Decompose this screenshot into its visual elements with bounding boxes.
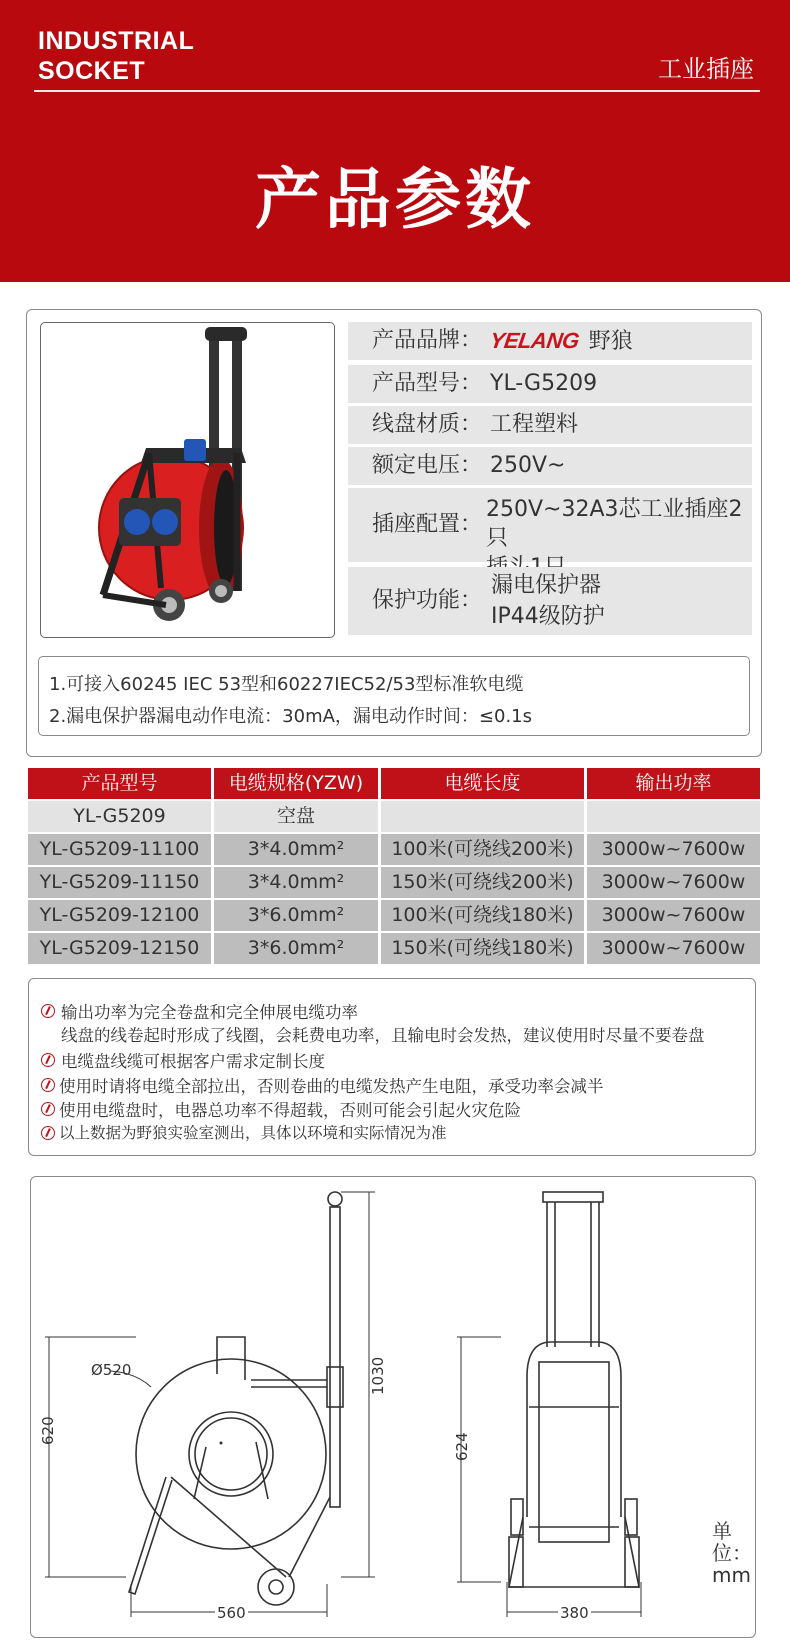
warning-icon xyxy=(41,1004,55,1018)
spec-row-material xyxy=(348,406,752,444)
spec-label-brand: 产品品牌： xyxy=(372,328,483,353)
table-row xyxy=(28,933,760,964)
table-header-cell: 输出功率 xyxy=(587,768,760,799)
table-cell: YL-G5209 xyxy=(28,801,211,832)
spec-row-model xyxy=(348,365,752,403)
warning-icon xyxy=(41,1053,55,1067)
warnings-box xyxy=(28,978,756,1156)
table-row xyxy=(28,867,760,898)
table-cell: 3000w~7600w xyxy=(587,933,760,964)
spec-row-brand xyxy=(348,322,752,360)
spec-value-material: 工程塑料 xyxy=(490,412,579,437)
table-cell xyxy=(587,801,760,832)
spec-label-voltage: 额定电压： xyxy=(372,453,483,478)
table-cell: 3000w~7600w xyxy=(587,834,760,865)
table-header-cell: 电缆长度 xyxy=(381,768,584,799)
warning-line: 以上数据为野狼实验室测出，具体以环境和实际情况为准 xyxy=(59,1124,447,1142)
brand-category-chinese: 工业插座 xyxy=(658,55,754,83)
dim-width-front: 380 xyxy=(560,1604,589,1622)
table-cell: 3*6.0mm² xyxy=(214,900,378,931)
spec-label-socket-config: 插座配置： xyxy=(372,512,483,537)
table-cell: 150米(可绕线180米) xyxy=(381,933,584,964)
table-header-row xyxy=(28,768,760,799)
page-title: 产品参数 xyxy=(255,161,535,238)
table-cell: 3000w~7600w xyxy=(587,867,760,898)
spec-row-protection xyxy=(348,567,752,635)
table-cell xyxy=(381,801,584,832)
warning-line: 输出功率为完全卷盘和完全伸展电缆功率 xyxy=(61,1003,358,1022)
table-header-cell: 产品型号 xyxy=(28,768,211,799)
table-cell: YL-G5209-11150 xyxy=(28,867,211,898)
dim-diameter: Ø520 xyxy=(91,1361,132,1379)
spec-label-model: 产品型号： xyxy=(372,371,483,396)
table-cell: 100米(可绕线200米) xyxy=(381,834,584,865)
spec-value-protection: 漏电保护器 IP44级防护 xyxy=(491,573,605,629)
spec-value-brand: YELANG 野狼 xyxy=(490,322,633,361)
warning-line: 使用时请将电缆全部拉出，否则卷曲的电缆发热产生电阻，承受功率会减半 xyxy=(59,1077,604,1096)
table-row xyxy=(28,801,760,832)
note-line: 1.可接入60245 IEC 53型和60227IEC52/53型标准软电缆 xyxy=(49,674,524,695)
table-cell: 3*4.0mm² xyxy=(214,834,378,865)
table-row xyxy=(28,900,760,931)
dim-height-reel: 620 xyxy=(39,1416,57,1445)
notes-box xyxy=(38,656,750,736)
dim-width-side: 560 xyxy=(217,1604,246,1622)
spec-label-protection: 保护功能： xyxy=(372,588,483,613)
dim-height-total: 1030 xyxy=(369,1356,387,1395)
table-cell: 空盘 xyxy=(214,801,378,832)
spec-value-model: YL-G5209 xyxy=(490,371,598,396)
table-cell: 3*6.0mm² xyxy=(214,933,378,964)
warning-line: 使用电缆盘时，电器总功率不得超载，否则可能会引起火灾危险 xyxy=(59,1101,521,1120)
table-cell: 3000w~7600w xyxy=(587,900,760,931)
warning-icon xyxy=(41,1126,55,1140)
table-cell: 150米(可绕线200米) xyxy=(381,867,584,898)
unit-label: 单位：mm xyxy=(712,1519,752,1587)
yelang-logo: YELANG xyxy=(488,328,581,353)
table-cell: YL-G5209-12150 xyxy=(28,933,211,964)
spec-value-socket-config: 250V~32A3芯工业插座2只 xyxy=(486,497,743,551)
spec-row-socket-config xyxy=(348,488,752,562)
warning-icon xyxy=(41,1078,55,1092)
product-image xyxy=(40,322,335,638)
warning-line: 线盘的线卷起时形成了线圈，会耗费电功率，且输电时会发热，建议使用时尽量不要卷盘 xyxy=(61,1026,705,1045)
spec-row-voltage xyxy=(348,447,752,485)
spec-value-voltage: 250V~ xyxy=(490,453,566,478)
header-divider xyxy=(34,90,760,92)
dimension-diagram xyxy=(30,1176,756,1638)
spec-label-material: 线盘材质： xyxy=(372,412,483,437)
table-cell: 100米(可绕线180米) xyxy=(381,900,584,931)
note-line: 2.漏电保护器漏电动作电流：30mA，漏电动作时间：≤0.1s xyxy=(49,706,533,727)
brand-name-english: INDUSTRIAL SOCKET xyxy=(38,27,195,85)
table-header-cell: 电缆规格(YZW) xyxy=(214,768,378,799)
dim-height-front: 624 xyxy=(453,1432,471,1461)
table-cell: YL-G5209-11100 xyxy=(28,834,211,865)
warning-line: 电缆盘线缆可根据客户需求定制长度 xyxy=(61,1052,325,1071)
warning-icon xyxy=(41,1102,55,1116)
table-cell: YL-G5209-12100 xyxy=(28,900,211,931)
table-row xyxy=(28,834,760,865)
table-cell: 3*4.0mm² xyxy=(214,867,378,898)
